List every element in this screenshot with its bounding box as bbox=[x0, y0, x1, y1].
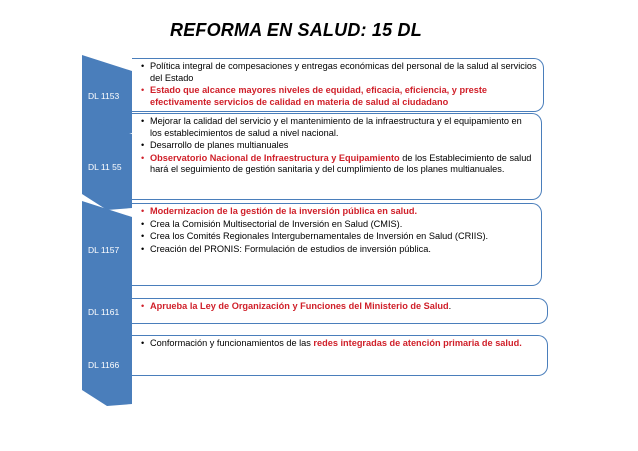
bullet-item bbox=[140, 231, 535, 243]
body-text: Crea la Comisión Multisectorial de Inversión en Salud (CMIS). bbox=[150, 218, 403, 229]
bullet-list bbox=[140, 116, 535, 176]
highlight-text: redes integradas de atención primaria de salud. bbox=[313, 338, 522, 348]
description-box bbox=[132, 58, 544, 112]
highlight-text: Estado que alcance mayores niveles de equidad, eficacia, eficiencia, y preste efectivamente servicios de calidad en materia de salud al ciudadano bbox=[150, 85, 488, 107]
description-box bbox=[132, 298, 548, 324]
bullet-item bbox=[140, 244, 535, 256]
bullet-list bbox=[140, 206, 535, 255]
dl-label: DL 11 55 bbox=[88, 162, 122, 172]
body-text: Desarrollo de planes multianuales bbox=[150, 140, 289, 150]
bullet-list bbox=[140, 301, 541, 313]
body-text: Política integral de compesaciones y entregas económicas del personal de la salud al servicios del Estado bbox=[150, 61, 537, 83]
bullet-item bbox=[140, 116, 535, 139]
highlight-text: Observatorio Nacional de Infraestructura y Equipamiento bbox=[150, 152, 400, 163]
bullet-item bbox=[140, 301, 541, 313]
description-box bbox=[132, 335, 548, 376]
bullet-item bbox=[140, 140, 535, 152]
highlight-text: Modernizacion de la gestión de la inversión pública en salud. bbox=[150, 206, 418, 216]
body-text: Conformación y funcionamientos de las bbox=[150, 338, 314, 348]
body-text: . bbox=[448, 301, 452, 311]
description-box bbox=[132, 203, 542, 286]
bullet-list bbox=[140, 338, 541, 350]
dl-label: DL 1161 bbox=[88, 307, 120, 317]
bullet-item bbox=[140, 338, 541, 350]
dl-label: DL 1166 bbox=[88, 360, 120, 370]
body-text: de los Establecimiento de salud hará el seguimiento de gestión sanitaria y del cumplimiento de los planes multianuales. bbox=[150, 152, 532, 174]
highlight-text: Aprueba la Ley de Organización y Funciones del Ministerio de Salud bbox=[150, 301, 449, 311]
bullet-item bbox=[140, 153, 535, 176]
bullet-item bbox=[140, 61, 537, 84]
body-text: Mejorar la calidad del servicio y el mantenimiento de la infraestructura y el equipamiento en los establecimientos de salud a nivel nacional. bbox=[150, 116, 522, 138]
bullet-item bbox=[140, 219, 535, 231]
bullet-item bbox=[140, 85, 537, 108]
bullet-list bbox=[140, 61, 537, 108]
body-text: Crea los Comités Regionales Intergubernamentales de Inversión en Salud (CRIIS). bbox=[150, 231, 489, 241]
description-box bbox=[132, 113, 542, 200]
dl-label: DL 1157 bbox=[88, 245, 120, 255]
bullet-item bbox=[140, 206, 535, 218]
body-text: Creación del PRONIS: Formulación de estudios de inversión pública. bbox=[150, 243, 431, 254]
dl-label: DL 1153 bbox=[88, 91, 120, 101]
page-title: REFORMA EN SALUD: 15 DL bbox=[170, 20, 422, 40]
